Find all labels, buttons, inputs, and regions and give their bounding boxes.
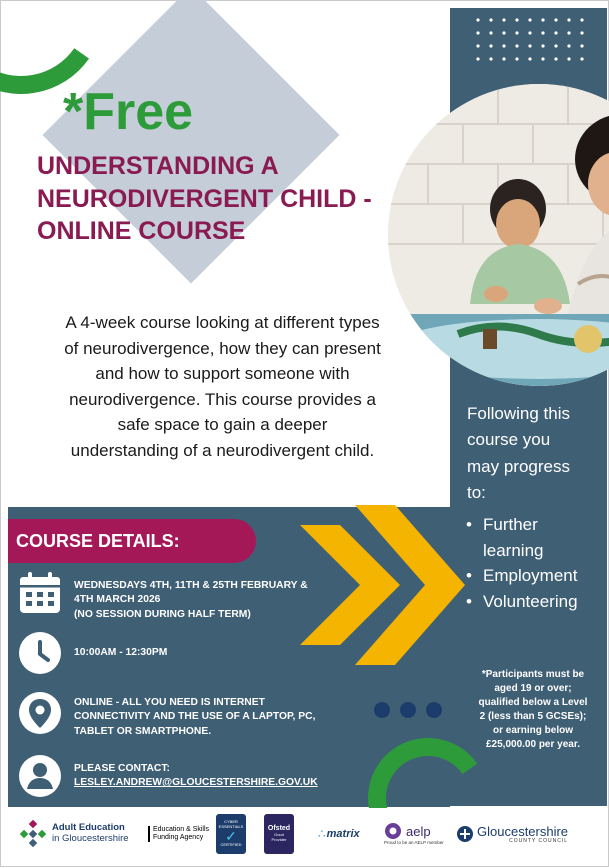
contact-details [74,762,364,791]
description-line: A 4-week course looking at different types [65,313,380,332]
course-time: 10:00AM - 12:30PM [74,647,168,658]
progression-item-text: Volunteering [483,591,578,611]
aelp-subtext: Proud to be an AELP member [384,840,444,846]
course-location-line: TABLET OR SMARTPHONE. [74,725,212,737]
matrix-logo-text: matrix [326,828,360,840]
cyber-essentials-text: ESSENTIALS [218,823,244,829]
esfa-logo-text: Education & Skills [153,825,210,833]
contact-label: PLEASE CONTACT: [74,763,170,774]
bullet-icon: • [466,566,472,585]
progression-item-further-learning [466,512,578,563]
course-dates-line: (NO SESSION DURING HALF TERM) [74,608,251,620]
course-dates [74,579,364,622]
eligibility-line: *Participants must be [481,669,585,680]
partner-logos-footer [8,808,606,860]
description-line: understanding of a neurodivergent child. [70,440,375,460]
progression-heading [467,401,597,506]
ofsted-badge [264,808,294,860]
ofsted-text: Provider [271,837,287,843]
progression-heading-line: to: [467,483,486,503]
three-dots-decoration [372,700,452,720]
eligibility-line: qualified below a Level [478,697,588,708]
bullet-icon: • [466,591,472,611]
course-dates-line: 4TH MARCH 2026 [74,594,161,606]
ofsted-text: Ofsted [267,825,291,833]
description-line: of neurodivergence, how they can present [64,338,381,358]
progression-heading-line: Following this [467,404,570,423]
progression-item-employment [466,563,578,589]
clock-icon [17,630,63,676]
person-icon [17,753,63,799]
ofsted-text: Good [274,832,284,838]
course-description [20,310,425,463]
progression-item-text: learning [483,540,544,560]
aelp-logo [384,808,444,860]
contact-email-link[interactable]: LESLEY.ANDREW@GLOUCESTERSHIRE.GOV.UK [74,777,318,789]
course-title-line: NEURODIVERGENT CHILD - [37,184,372,213]
course-title-line: UNDERSTANDING A [37,152,279,180]
gloucestershire-logo-subtext: COUNTY COUNCIL [509,837,569,844]
aelp-emblem-icon [384,822,402,840]
course-location-line: CONNECTIVITY AND THE USE OF A LAPTOP, PC, [74,711,316,723]
adult-education-logo [18,808,129,860]
aelp-logo-text: aelp [406,823,431,839]
progression-heading-line: course you [467,430,551,450]
course-location [74,696,364,739]
description-line: neurodivergence. This course provides a [69,389,376,409]
matrix-logo [318,808,360,860]
cyber-essentials-text: CYBER [224,819,238,825]
progression-item-text: Employment [483,566,578,585]
progression-heading-line: may progress [467,456,570,476]
course-title [37,150,397,248]
location-pin-icon [17,690,63,736]
description-line: safe space to gain a deeper [117,415,328,434]
course-dates-line: WEDNESDAYS 4TH, 11TH & 25TH FEBRUARY & [74,580,308,591]
bullet-icon: • [466,515,472,534]
dot-grid-decoration [474,16,584,66]
free-label: *Free [63,83,194,141]
adult-education-emblem-icon [18,819,48,849]
progression-item-text: Further [483,515,538,534]
description-line: and how to support someone with [95,364,350,383]
gloucestershire-county-council-logo [456,808,568,860]
course-location-line: ONLINE - ALL YOU NEED IS INTERNET [74,697,265,708]
matrix-dots-icon: ∴ [318,827,327,841]
course-title-line: ONLINE COURSE [37,217,246,245]
esfa-logo [148,808,209,860]
gloucestershire-logo-text: Gloucestershire [477,823,569,839]
progression-item-volunteering [466,589,578,615]
checkmark-icon: ✓ [225,828,237,845]
adult-education-logo-text: Adult Education [52,822,125,834]
eligibility-note [466,668,600,752]
esfa-logo-text: Funding Agency [153,834,204,841]
calendar-icon [17,570,63,616]
eligibility-line: 2 (less than 5 GCSEs); [479,711,587,722]
eligibility-line: or earning below [492,725,573,736]
cyber-essentials-text: CERTIFIED [220,842,242,848]
gloucestershire-crest-icon [456,825,474,843]
eligibility-line: £25,000.00 per year. [486,739,580,750]
adult-education-logo-text: in Gloucestershire [52,833,129,844]
eligibility-line: aged 19 or over; [494,683,572,694]
cyber-essentials-badge [216,808,246,860]
course-details-header: COURSE DETAILS: [8,519,256,563]
progression-list [466,512,578,614]
